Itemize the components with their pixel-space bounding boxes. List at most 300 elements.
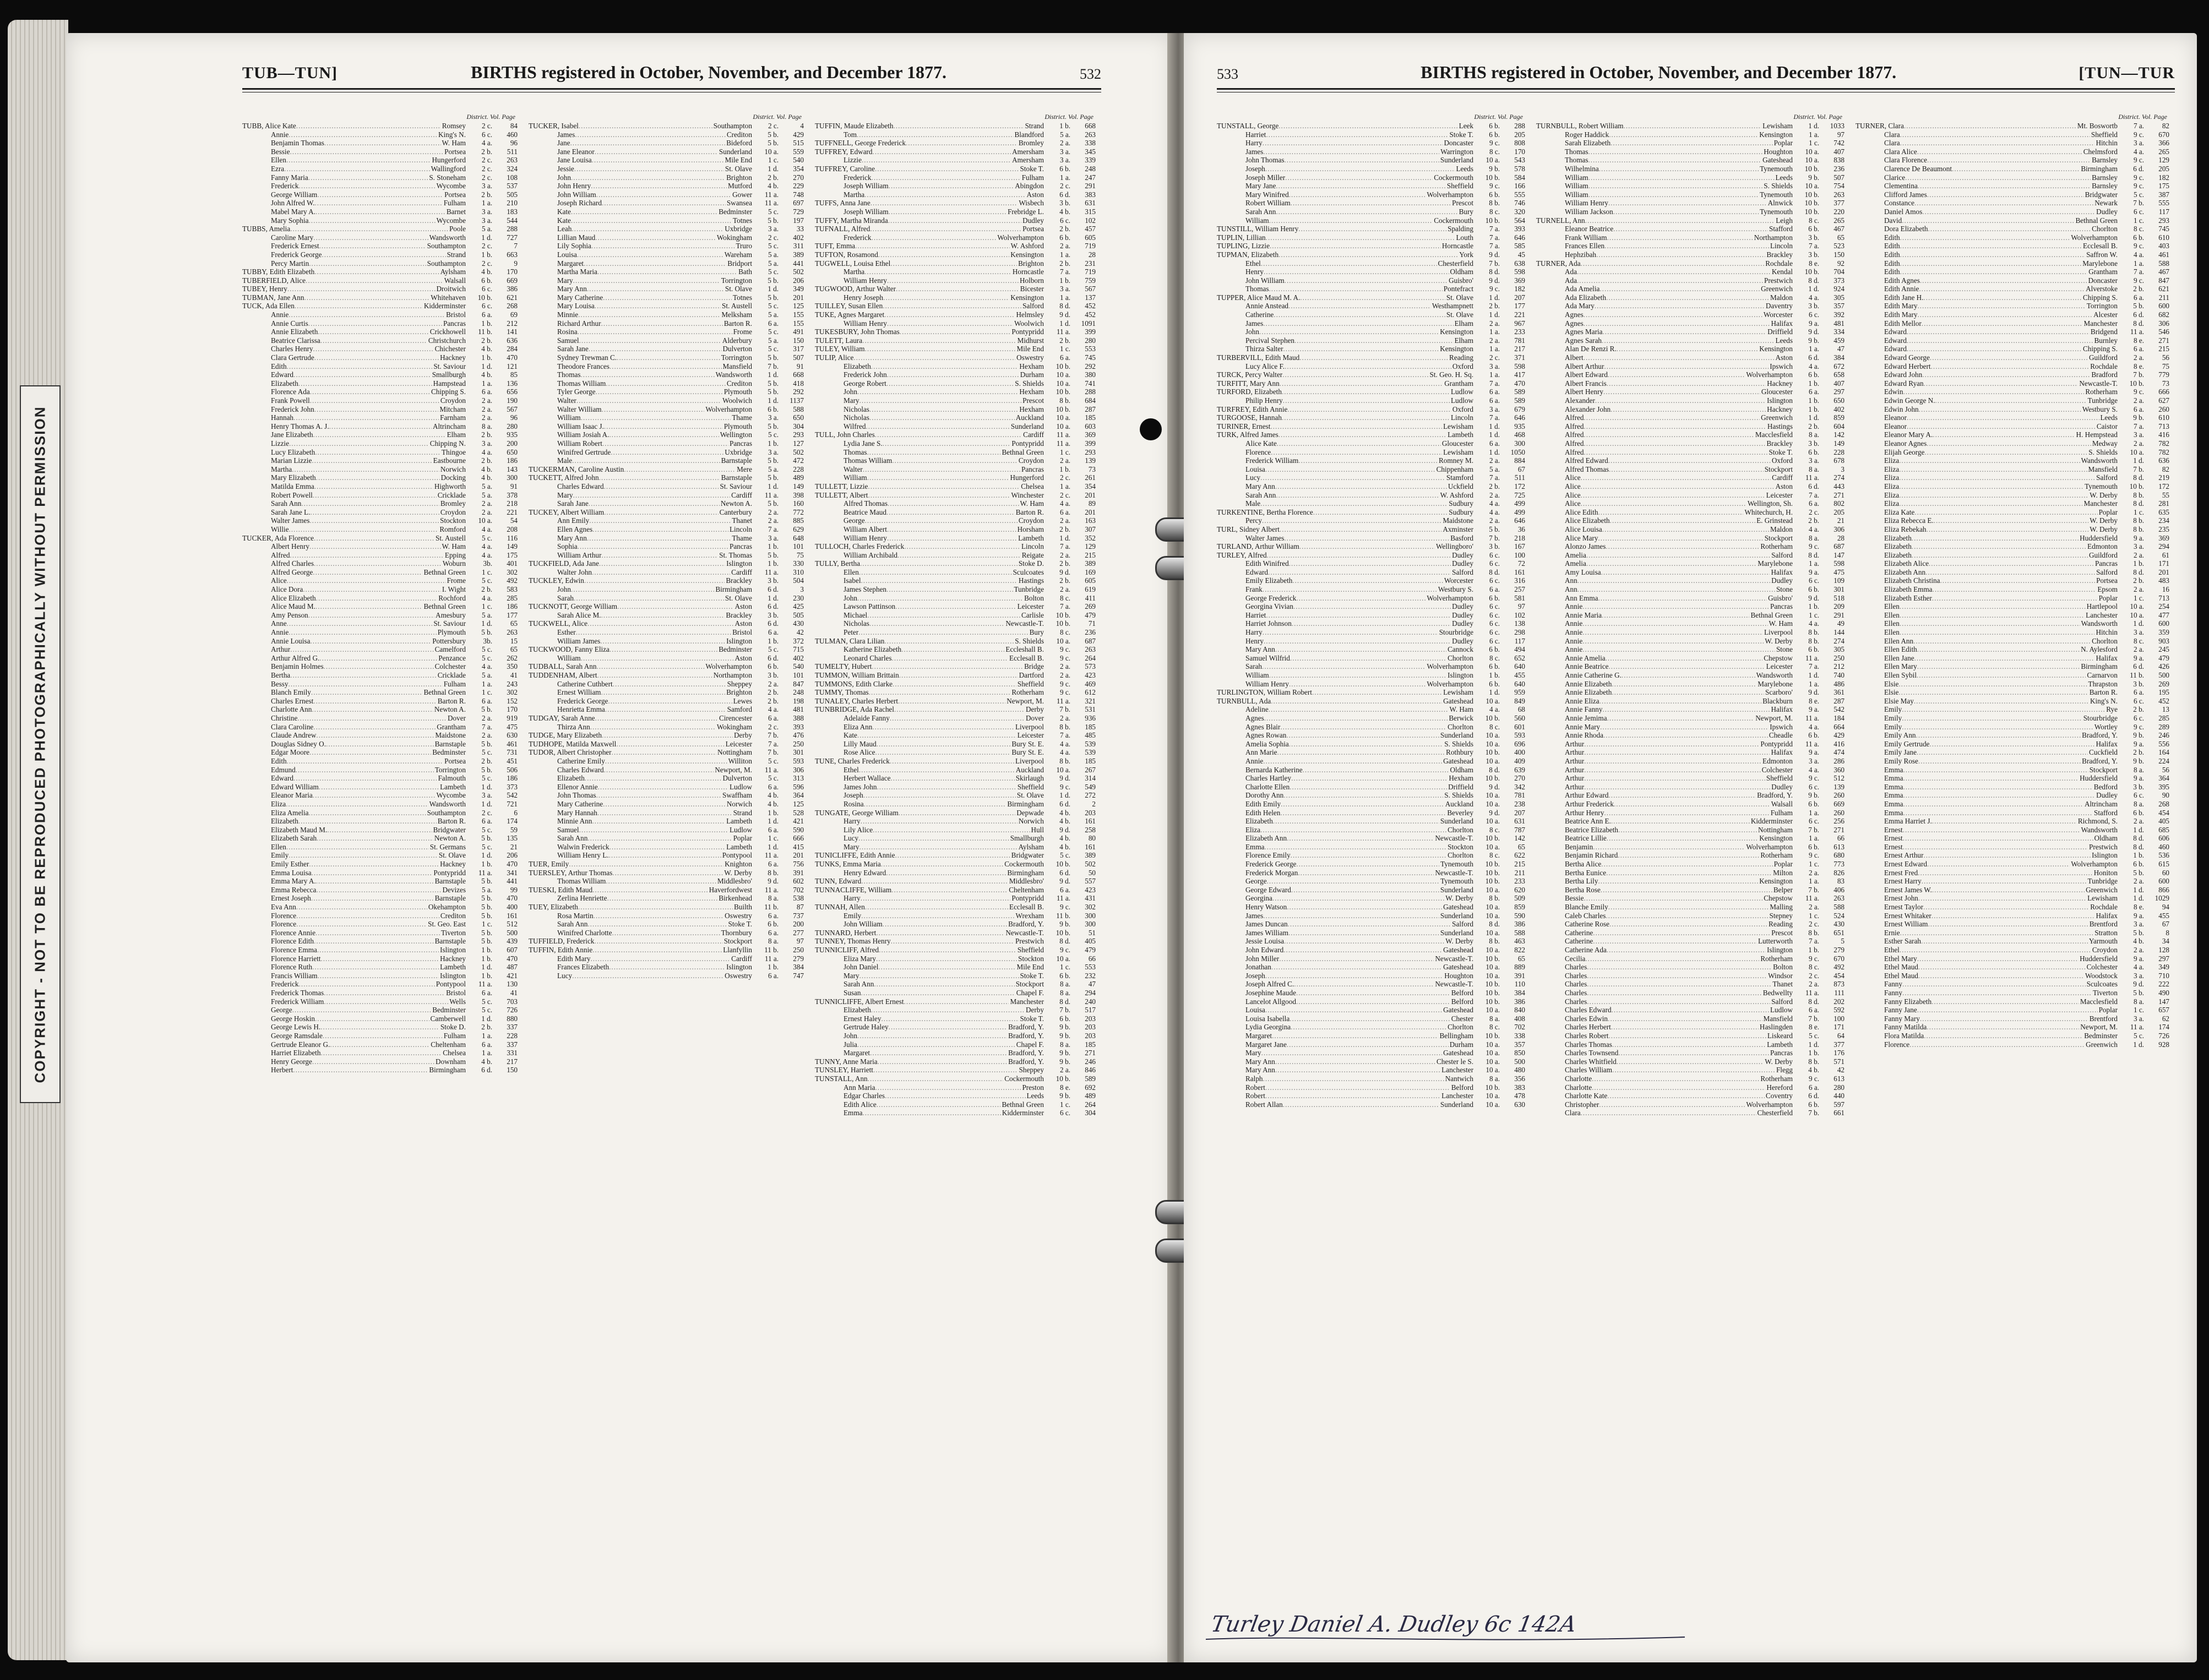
entry-page: 553 [1085, 345, 1096, 353]
register-entry [1856, 920, 2169, 929]
entry-volume: 3 b. [1808, 439, 1819, 448]
leader-dots [1581, 259, 1765, 268]
register-entry [1536, 954, 1845, 963]
leader-dots [1289, 680, 1425, 689]
entry-volume: 1 c. [1059, 345, 1070, 353]
entry-name: William Henry [1245, 679, 1289, 688]
entry-page: 731 [507, 748, 518, 757]
entry-volume: 1 c. [481, 568, 492, 576]
entry-district: Colchester [1761, 765, 1793, 774]
leader-dots [870, 1049, 1007, 1057]
register-entry [1856, 568, 2169, 577]
register-entry [1856, 1023, 2169, 1032]
entry-page: 65 [510, 645, 518, 654]
register-entry [1217, 173, 1525, 182]
entry-volume: 5 a. [768, 336, 779, 345]
entry-district: W. Derby [1445, 937, 1473, 946]
entry-page: 142 [1833, 430, 1845, 439]
entry-name: Clementina [1884, 182, 1918, 190]
entry-page: 314 [1085, 774, 1096, 783]
entry-district: Islington [440, 946, 466, 954]
entry-page: 546 [2158, 328, 2169, 336]
entry-district: Abingdon [1015, 182, 1044, 190]
entry-district: Leicester [1017, 602, 1044, 611]
entry-volume: 10 a. [1056, 636, 1070, 645]
leader-dots [289, 310, 445, 319]
entry-district: Liverpool [1015, 756, 1044, 765]
entry-page: 741 [1085, 379, 1096, 388]
entry-page: 959 [1514, 688, 1525, 697]
entry-district: Salford [1452, 568, 1473, 576]
entry-district: St. Olave [1016, 791, 1044, 800]
entry-page: 176 [1833, 1049, 1845, 1057]
entry-name: Samuel [557, 336, 579, 345]
entry-name: Sarah Ann [844, 980, 874, 989]
entry-name: Eliza Mary [844, 954, 876, 963]
entry-page: 590 [793, 825, 804, 834]
entry-volume: 6 a. [768, 319, 779, 328]
entry-name: Emily Elizabeth [1245, 576, 1293, 585]
entry-district: Manchester [2083, 499, 2118, 508]
entry-district: Mansfield [2088, 465, 2118, 473]
column-head: District. Vol. Page [1474, 113, 1523, 121]
entry-volume: 2 b. [481, 336, 492, 345]
leader-dots [891, 886, 1008, 894]
entry-volume: 1 a. [481, 379, 492, 388]
entry-volume: 6 d. [1059, 868, 1070, 877]
entry-volume: 4 a. [481, 139, 492, 148]
leader-dots [1283, 345, 1439, 353]
register-entry [529, 465, 804, 474]
entry-page: 221 [507, 508, 518, 516]
entry-name: Ann Emily [557, 516, 590, 525]
entry-district: Uxbridge [725, 448, 752, 456]
register-entry [1856, 774, 2169, 783]
register-entry [1536, 456, 1845, 465]
register-entry [1217, 499, 1525, 508]
leader-dots [861, 817, 1018, 826]
entry-page: 589 [1085, 1074, 1096, 1083]
entry-volume: 9 a. [1808, 705, 1819, 714]
entry-district: W. Ham [1020, 499, 1044, 508]
entry-name: Isabel [844, 576, 861, 585]
leader-dots [1276, 208, 1457, 216]
entry-volume: 1 a. [481, 679, 492, 688]
entry-volume: 2 c. [481, 259, 492, 268]
entry-district: Horncastle [1012, 268, 1044, 276]
leader-dots [1603, 705, 1770, 714]
leader-dots [1276, 491, 1439, 500]
entry-district: Aston [734, 619, 752, 628]
entry-name: Sarah Jane [557, 345, 589, 353]
entry-page: 418 [793, 379, 804, 388]
leader-dots [1604, 242, 1769, 250]
entry-page: 560 [1514, 713, 1525, 722]
leader-dots [904, 542, 1020, 551]
entry-district: Newcastle-T. [1435, 868, 1473, 877]
entry-name: Annie Catherine G. [1565, 671, 1622, 679]
leader-dots [867, 448, 1001, 457]
entry-volume: 8 a. [2133, 765, 2144, 774]
register-entry [1536, 989, 1845, 997]
entry-page: 402 [1833, 405, 1845, 413]
entry-name: Ellen Ann [1884, 636, 1914, 645]
entry-page: 233 [1514, 328, 1525, 336]
entry-volume: 6 a. [1489, 388, 1500, 396]
entry-volume: 10 a. [1805, 182, 1819, 190]
register-entry [1536, 714, 1845, 723]
entry-volume: 1 b. [481, 319, 492, 328]
entry-name: Joseph William [844, 182, 889, 190]
entry-name: Edith [271, 756, 287, 765]
register-entry [1217, 697, 1525, 706]
entry-district: Docking [440, 473, 466, 482]
entry-district: Stockport [2089, 765, 2118, 774]
entry-district: Guildford [2088, 550, 2118, 559]
entry-name: Matilda Emma [271, 482, 314, 490]
entry-volume: 8 b. [1059, 722, 1070, 731]
entry-page: 443 [1833, 482, 1845, 490]
entry-page: 9 [514, 259, 518, 268]
entry-name: Mary Sophia [271, 216, 309, 225]
register-entry [1856, 680, 2169, 689]
leader-dots [885, 1092, 1025, 1100]
leader-dots [290, 551, 443, 560]
register-entry [1536, 723, 1845, 732]
entry-name: TUNSLEY, Harriett [815, 1066, 873, 1074]
entry-name: Mary [844, 396, 859, 405]
entry-district: St. Thomas [719, 550, 752, 559]
entry-volume: 2 b. [481, 585, 492, 594]
entry-page: 84 [510, 122, 518, 130]
leader-dots [314, 353, 439, 362]
entry-name: Ezra [271, 164, 285, 173]
register-entry [1536, 268, 1845, 276]
leader-dots [1900, 259, 2082, 268]
entry-district: Durham [1449, 1040, 1473, 1049]
leader-dots [1582, 619, 1767, 628]
entry-district: Bedwellty [1762, 988, 1793, 997]
entry-name: Percy Martin [271, 259, 309, 268]
leader-dots [605, 705, 726, 714]
entry-district: Portsea [444, 190, 466, 199]
entry-volume: 1 b. [1808, 1049, 1819, 1057]
entry-name: Walter [844, 465, 863, 473]
register-entry [1856, 448, 2169, 457]
register-entry [529, 130, 804, 139]
entry-district: Bethnal Green [1750, 610, 1793, 619]
entry-district: Leicester [725, 739, 752, 748]
entry-name: Alfred [1565, 413, 1584, 422]
entry-page: 439 [507, 937, 518, 946]
leader-dots [857, 388, 1018, 396]
entry-name: Edith Agnes [1884, 276, 1920, 285]
entry-name: TUNNAH, Allen [815, 903, 865, 912]
entry-district: Hungerford [432, 156, 466, 165]
register-entry [1217, 912, 1525, 920]
entry-name: Samuel [557, 825, 579, 834]
entry-name: TUCKER, Ada Florence [242, 533, 314, 542]
entry-volume: 7 a. [1489, 225, 1500, 233]
entry-district: Tynemouth [1440, 860, 1473, 869]
entry-district: Fulham [443, 199, 466, 208]
entry-page: 589 [1514, 396, 1525, 405]
entry-district: Altrincham [2084, 799, 2118, 808]
entry-page: 3 [1841, 465, 1845, 473]
entry-district: Wandsworth [1756, 671, 1793, 679]
register-entry [1536, 165, 1845, 173]
entry-page: 470 [507, 860, 518, 869]
leader-dots [878, 250, 1009, 259]
leader-dots [862, 156, 1011, 165]
entry-page: 161 [1085, 817, 1096, 826]
entry-volume: 9 c. [1808, 542, 1819, 551]
entry-district: Tynemouth [2085, 482, 2118, 490]
entry-page: 201 [793, 851, 804, 860]
register-entry [242, 619, 518, 628]
entry-district: Halifax [1771, 568, 1793, 576]
leader-dots [899, 671, 1018, 680]
leader-dots [1584, 413, 1760, 422]
entry-name: Jane Eleanor [557, 147, 595, 156]
register-entry [815, 439, 1096, 448]
register-entry [1536, 293, 1845, 302]
register-entry [529, 602, 804, 611]
entry-district: Totnes [733, 216, 752, 225]
entry-district: Strand [733, 808, 752, 817]
entry-volume: 5 c. [768, 328, 779, 336]
register-entry [1856, 242, 2169, 250]
register-entry [242, 783, 518, 792]
leader-dots [886, 508, 1015, 517]
entry-volume: 7 a. [1059, 268, 1070, 276]
entry-volume: 5 c. [481, 997, 492, 1006]
entry-page: 313 [793, 774, 804, 783]
entry-name: TUCKEY, Albert William [529, 508, 605, 516]
entry-volume: 2 c. [768, 722, 779, 731]
register-entry [1856, 156, 2169, 165]
entry-district: Camelford [434, 645, 466, 654]
entry-district: Pontypridd [1011, 894, 1044, 903]
entry-name: William [1245, 216, 1269, 225]
entry-name: Ada [1565, 268, 1577, 276]
entry-district: Bridport [727, 259, 752, 268]
leader-dots [297, 714, 447, 723]
entry-district: Yarmouth [2088, 937, 2118, 946]
entry-district: Bradford, Y. [1008, 1031, 1044, 1040]
register-entry [815, 860, 1096, 869]
leader-dots [1927, 439, 2091, 448]
entry-volume: 6 a. [481, 696, 492, 705]
entry-district: Barnstaple [434, 937, 466, 946]
leader-dots [1614, 800, 1770, 809]
register-entry [815, 1032, 1096, 1040]
entry-name: Elizabeth [1884, 533, 1912, 542]
register-entry [1217, 456, 1525, 465]
leader-dots [309, 516, 439, 525]
leader-dots [1581, 499, 1746, 508]
entry-page: 598 [1833, 559, 1845, 568]
entry-name: Alfred Thomas [1565, 465, 1609, 473]
entry-volume: 3 a. [2133, 1014, 2144, 1023]
register-entry [1536, 585, 1845, 594]
register-entry [1217, 645, 1525, 654]
entry-page: 607 [507, 946, 518, 954]
register-entry [815, 293, 1096, 302]
leader-dots [591, 182, 727, 190]
register-entry [1217, 430, 1525, 439]
register-entry [242, 645, 518, 654]
entry-page: 201 [1085, 508, 1096, 516]
entry-name: Frank Powell [271, 396, 310, 405]
entry-name: Amelia [1565, 550, 1586, 559]
entry-name: TURFORD, Elizabeth [1217, 388, 1282, 396]
entry-page: 297 [1833, 388, 1845, 396]
entry-district: Ludlow [1770, 1006, 1793, 1014]
entry-page: 183 [507, 207, 518, 216]
entry-volume: 6 c. [2133, 207, 2144, 216]
entry-page: 174 [507, 817, 518, 826]
entry-name: Mary Ann [1245, 645, 1275, 654]
entry-district: Oswestry [1016, 353, 1044, 362]
register-entry [1856, 860, 2169, 869]
leader-dots [1609, 920, 1767, 929]
entry-page: 479 [1085, 946, 1096, 954]
register-entry [1217, 148, 1525, 156]
entry-page: 171 [2158, 559, 2169, 568]
register-entry [1856, 190, 2169, 199]
entry-volume: 8 e. [1808, 1023, 1819, 1032]
entry-page: 919 [507, 713, 518, 722]
leader-dots [1618, 1049, 1769, 1057]
leader-dots [587, 834, 732, 843]
entry-volume: 11 a. [1056, 328, 1070, 336]
entry-page: 475 [1833, 568, 1845, 576]
entry-name: Ada Amelia [1565, 285, 1600, 293]
register-entry [815, 276, 1096, 285]
leader-dots [1933, 430, 2075, 439]
column-head: District. Vol. Page [1793, 113, 1842, 121]
entry-volume: 10 a. [1056, 370, 1070, 379]
entry-volume: 7 b. [1489, 533, 1500, 542]
entry-page: 386 [507, 285, 518, 293]
register-entry [815, 516, 1096, 525]
entry-page: 719 [1085, 242, 1096, 250]
entry-name: Mabel Mary A. [271, 207, 315, 216]
entry-volume: 1 b. [768, 439, 779, 448]
register-entry [1536, 568, 1845, 577]
register-entry [242, 662, 518, 671]
register-entry [242, 731, 518, 740]
entry-district: Pancras [2094, 559, 2118, 568]
entry-name: Sarah Ann [1245, 490, 1276, 499]
entry-name: Frederick William [271, 997, 324, 1006]
register-entry [1217, 972, 1525, 980]
register-entry [815, 319, 1096, 328]
register-entry [1536, 877, 1845, 886]
leader-dots [861, 894, 1011, 903]
entry-page: 687 [1833, 542, 1845, 551]
entry-volume: 2 a. [2133, 645, 2144, 654]
entry-volume: 10 a. [1486, 1006, 1500, 1014]
entry-district: Lambeth [1018, 533, 1044, 542]
entry-volume: 5 c. [1808, 1031, 1819, 1040]
entry-district: Bradford, Y. [1008, 1049, 1044, 1057]
entry-district: Hull [1031, 825, 1044, 834]
entry-volume: 6 b. [768, 405, 779, 413]
leader-dots [875, 165, 1019, 173]
register-entry [242, 886, 518, 894]
register-entry [815, 980, 1096, 989]
entry-name: Eleanor [1884, 422, 1907, 430]
register-entry [815, 362, 1096, 371]
entry-page: 271 [1833, 490, 1845, 499]
entry-volume: 4 a. [1808, 362, 1819, 370]
entry-volume: 9 a. [1808, 319, 1819, 328]
entry-volume: 9 a. [2133, 774, 2144, 783]
register-entry [529, 353, 804, 362]
entry-name: Thomas [844, 448, 867, 456]
entry-volume: 6 b. [1808, 645, 1819, 654]
entry-district: Hackney [440, 860, 466, 869]
leader-dots [612, 869, 723, 877]
entry-volume: 5 a. [768, 465, 779, 473]
leader-dots [1607, 714, 1755, 723]
entry-district: N. Aylesford [2081, 645, 2118, 654]
entry-page: 549 [1085, 782, 1096, 791]
entry-name: Ellen [1884, 610, 1900, 619]
register-entry [815, 388, 1096, 396]
entry-volume: 3 b. [768, 671, 779, 679]
entry-page: 651 [1833, 928, 1845, 937]
entry-volume: 8 d. [2133, 499, 2144, 508]
entry-name: Wilhelmina [1565, 164, 1599, 173]
entry-page: 725 [1514, 490, 1525, 499]
entry-district: Cricklade [437, 490, 466, 499]
entry-name: William [1565, 190, 1588, 199]
entry-page: 304 [793, 422, 804, 430]
entry-name: TURNELL, Ann [1536, 216, 1585, 225]
leader-dots [1284, 156, 1439, 165]
entry-page: 670 [1833, 954, 1845, 963]
entry-page: 288 [1085, 388, 1096, 396]
leader-dots [287, 757, 444, 766]
entry-page: 719 [1085, 268, 1096, 276]
register-entry [529, 800, 804, 809]
entry-district: Cheltenham [431, 1040, 466, 1049]
entry-page: 34 [2162, 937, 2169, 946]
entry-page: 174 [2158, 1023, 2169, 1032]
leader-dots [610, 843, 726, 852]
register-entry [815, 954, 1096, 963]
register-entry [242, 122, 518, 130]
entry-name: Ernest [1884, 825, 1903, 834]
entry-district: Pancras [1770, 602, 1793, 611]
entry-volume: 7 b. [1808, 1014, 1819, 1023]
entry-name: Fanny Matilda [1884, 1023, 1927, 1032]
entry-volume: 5 a. [1059, 130, 1070, 139]
entry-name: Joseph [1245, 971, 1265, 980]
entry-district: Wellington, Sh. [1747, 499, 1793, 508]
entry-page: 102 [1085, 216, 1096, 225]
entry-volume: 6 c. [481, 285, 492, 293]
register-entry [1856, 946, 2169, 954]
leader-dots [290, 645, 433, 654]
entry-volume: 6 b. [1808, 731, 1819, 740]
entry-page: 600 [2158, 877, 2169, 886]
leader-dots [1296, 594, 1425, 603]
entry-page: 475 [507, 722, 518, 731]
